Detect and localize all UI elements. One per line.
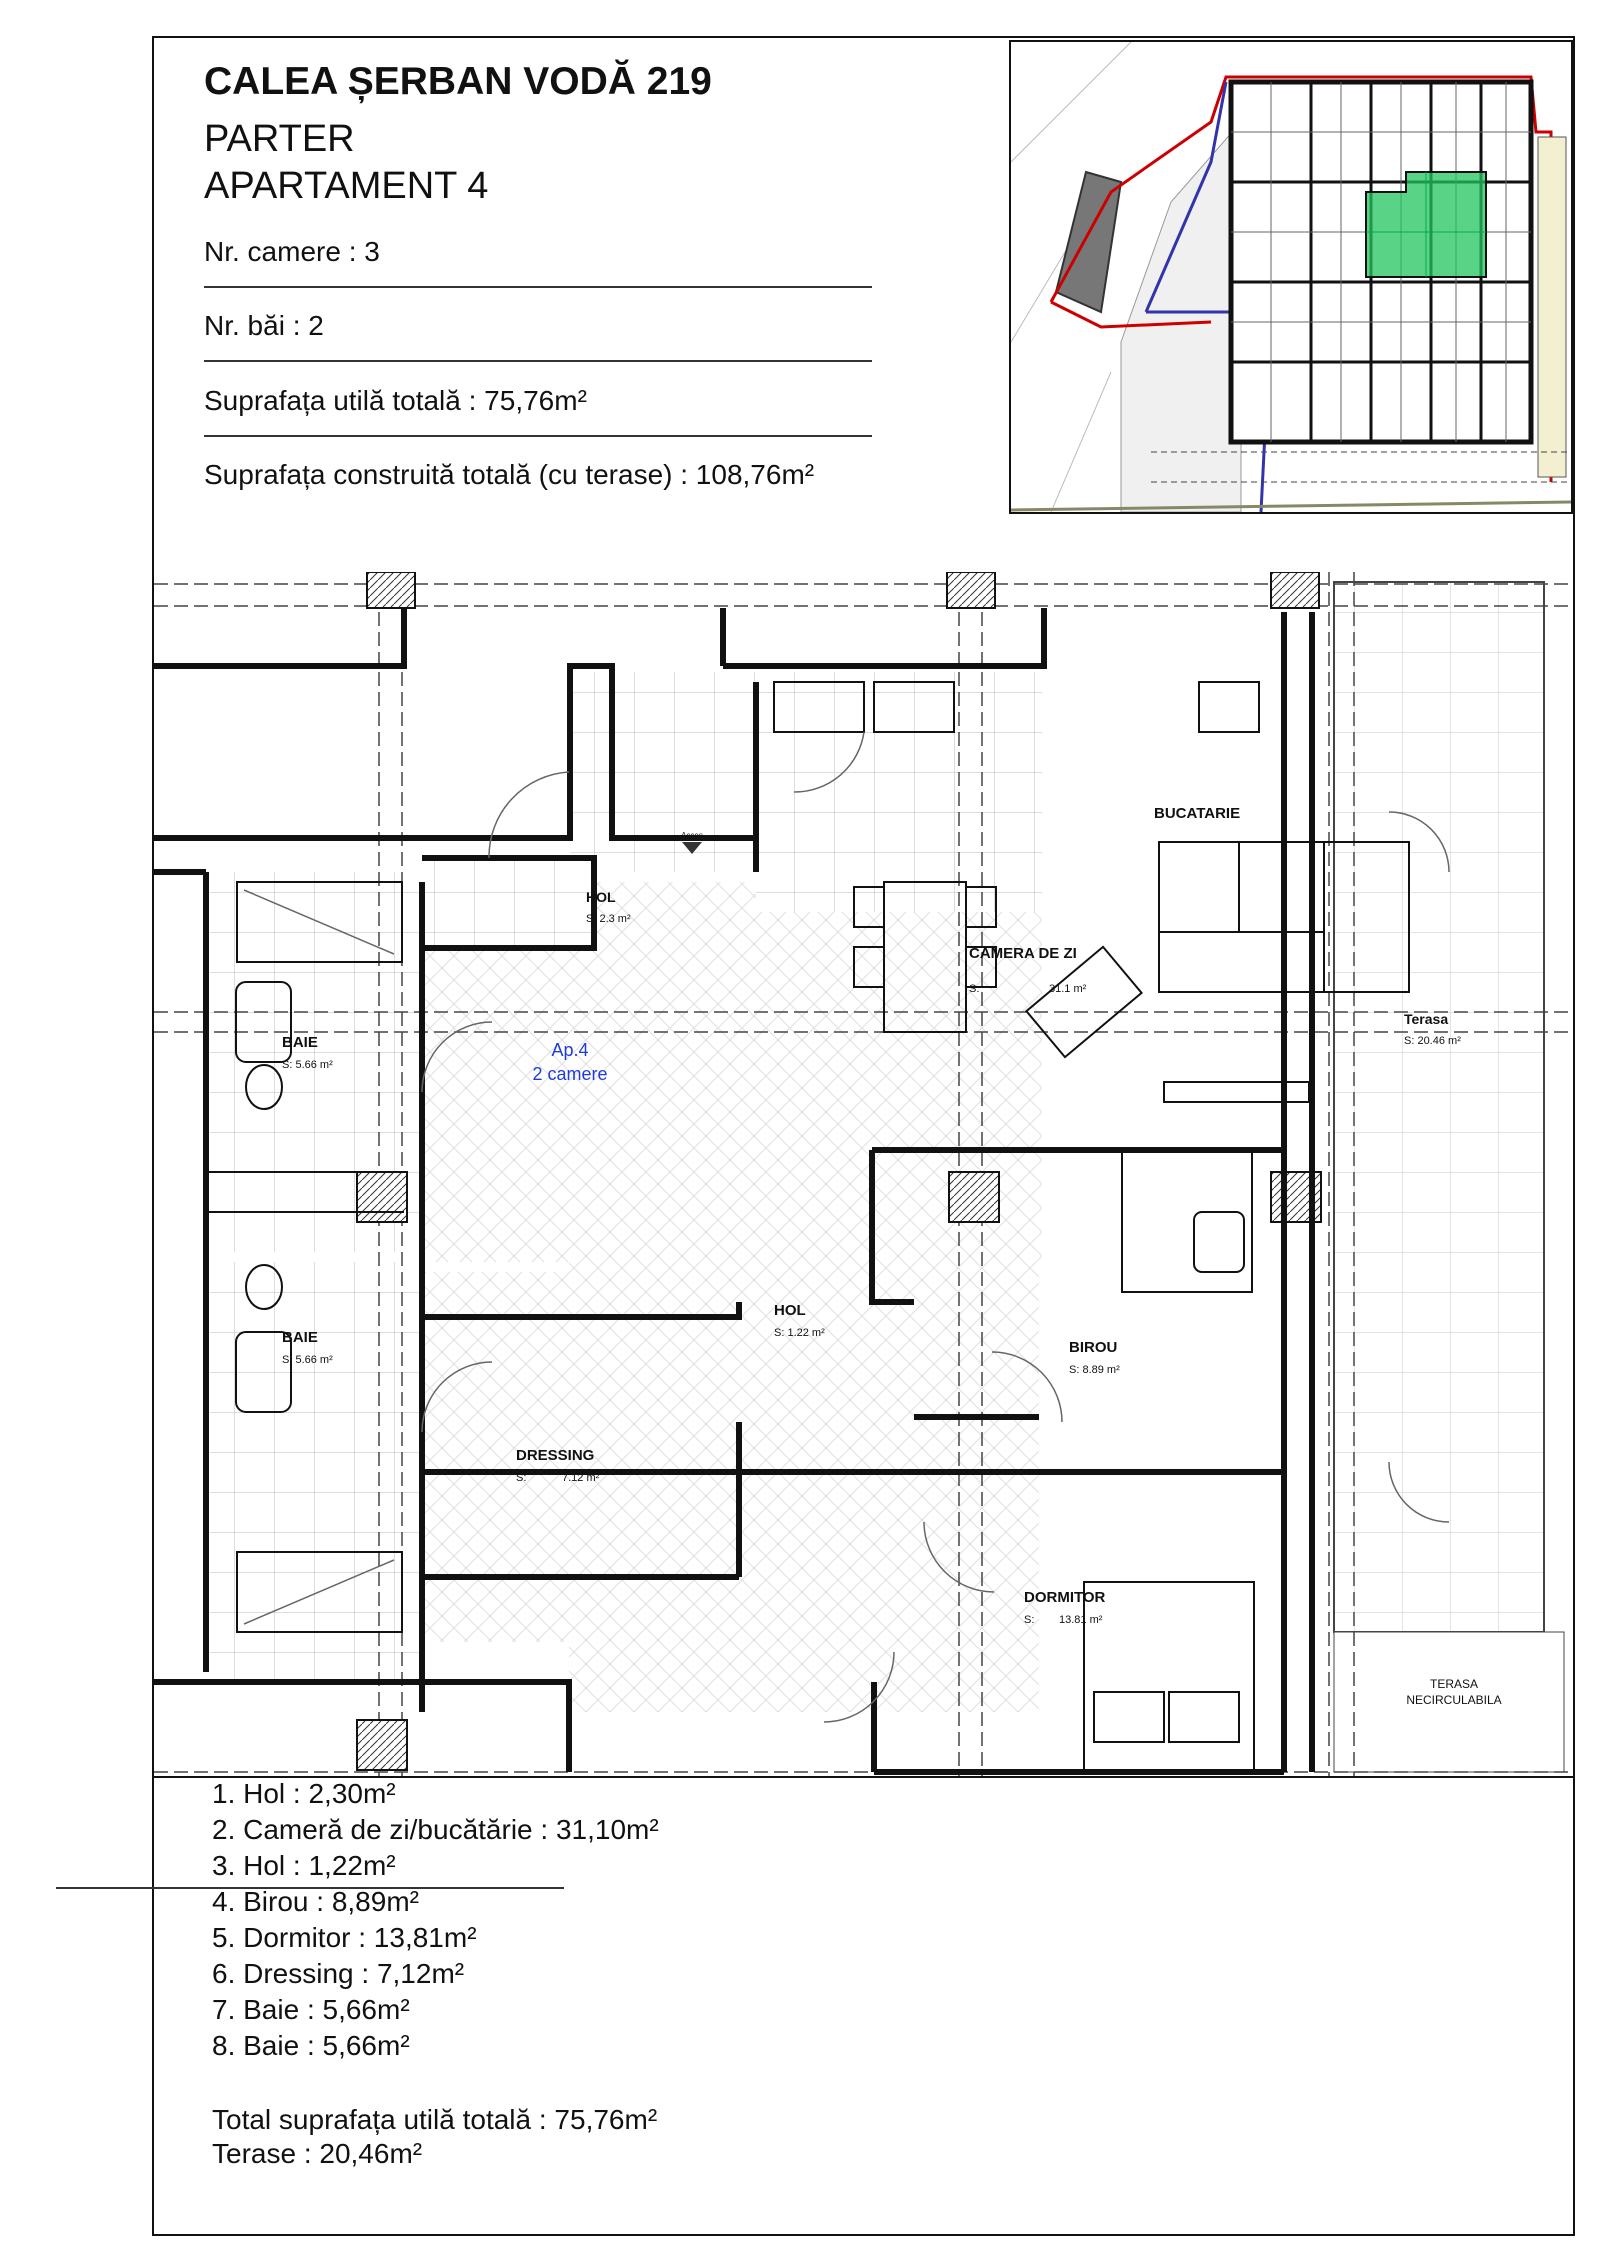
room-label-terrace: Terasa — [1404, 1011, 1449, 1027]
room-label-hall: HOL — [586, 889, 616, 905]
room-label-kitchen: BUCATARIE — [1154, 805, 1241, 822]
room-area-hall: S: 2.3 m² — [586, 913, 631, 925]
access-label: Acces — [681, 831, 703, 840]
legend-item: 7. Baie : 5,66m² — [212, 1994, 410, 2025]
legend-item: 4. Birou : 8,89m² — [212, 1886, 419, 1917]
room-label-hall-2: HOL — [774, 1302, 806, 1319]
room-area-prefix-bedroom: S: — [1024, 1614, 1035, 1626]
room-area-living: 31.1 m² — [1049, 983, 1087, 995]
room-area-hall-2: S: 1.22 m² — [774, 1327, 825, 1339]
apartment-tag-rooms: 2 camere — [532, 1064, 608, 1084]
apartment-tag: Ap.4 — [551, 1040, 589, 1060]
room-label-dressing: DRESSING — [516, 1447, 595, 1464]
legend-item: 1. Hol : 2,30m² — [212, 1778, 396, 1809]
room-area-bedroom: 13.81 m² — [1059, 1614, 1103, 1626]
room-area-bath-1: S: 5.66 m² — [282, 1059, 333, 1071]
room-label-office: BIROU — [1069, 1339, 1118, 1356]
apartment-name: APARTAMENT 4 — [204, 165, 489, 207]
legend-item: 5. Dormitor : 13,81m² — [212, 1922, 477, 1953]
room-area-terrace: S: 20.46 m² — [1404, 1035, 1461, 1047]
legend-item: 3. Hol : 1,22m² — [212, 1850, 396, 1881]
room-area-unused-terrace: NECIRCULABILA — [1406, 1693, 1502, 1707]
room-area-bath-2: S: 5.66 m² — [282, 1354, 333, 1366]
site-key-plan — [1009, 40, 1573, 514]
legend-total: Total suprafața utilă totală : 75,76m² — [212, 2104, 658, 2135]
building-address: CALEA ȘERBAN VODĂ 219 — [204, 60, 712, 103]
room-label-unused-terrace: TERASA — [1429, 1677, 1479, 1691]
room-area-prefix-dressing: S: — [516, 1472, 527, 1484]
rooms-count: Nr. camere : 3 — [204, 236, 872, 288]
sheet-header — [154, 38, 1573, 574]
baths-count: Nr. băi : 2 — [204, 310, 872, 362]
useful-area: Suprafața utilă totală : 75,76m² — [204, 385, 872, 437]
room-label-living: CAMERA DE ZI — [969, 945, 1077, 962]
floor-level: PARTER — [204, 118, 355, 160]
legend-item: 2. Cameră de zi/bucătărie : 31,10m² — [212, 1814, 659, 1845]
legend-item: 8. Baie : 5,66m² — [212, 2030, 410, 2061]
room-label-bedroom: DORMITOR — [1024, 1589, 1106, 1606]
legend-item: 6. Dressing : 7,12m² — [212, 1958, 465, 1989]
room-label-bath-2: BAIE — [282, 1329, 318, 1346]
room-area-dressing: 7.12 m² — [562, 1472, 600, 1484]
room-label-bath-1: BAIE — [282, 1034, 318, 1051]
floor-plan-sheet — [152, 36, 1575, 2236]
legend-divider — [56, 1887, 564, 1889]
apartment-floor-plan — [154, 572, 1573, 1778]
floor-plan-drawing — [154, 572, 1573, 1776]
room-area-prefix-living: S: — [969, 983, 980, 995]
room-area-office: S: 8.89 m² — [1069, 1364, 1120, 1376]
built-area: Suprafața construită totală (cu terase) : 108,76m² — [204, 459, 815, 490]
key-plan-drawing — [1011, 42, 1571, 512]
legend-terraces: Terase : 20,46m² — [212, 2138, 423, 2169]
area-legend — [154, 1778, 1573, 2236]
